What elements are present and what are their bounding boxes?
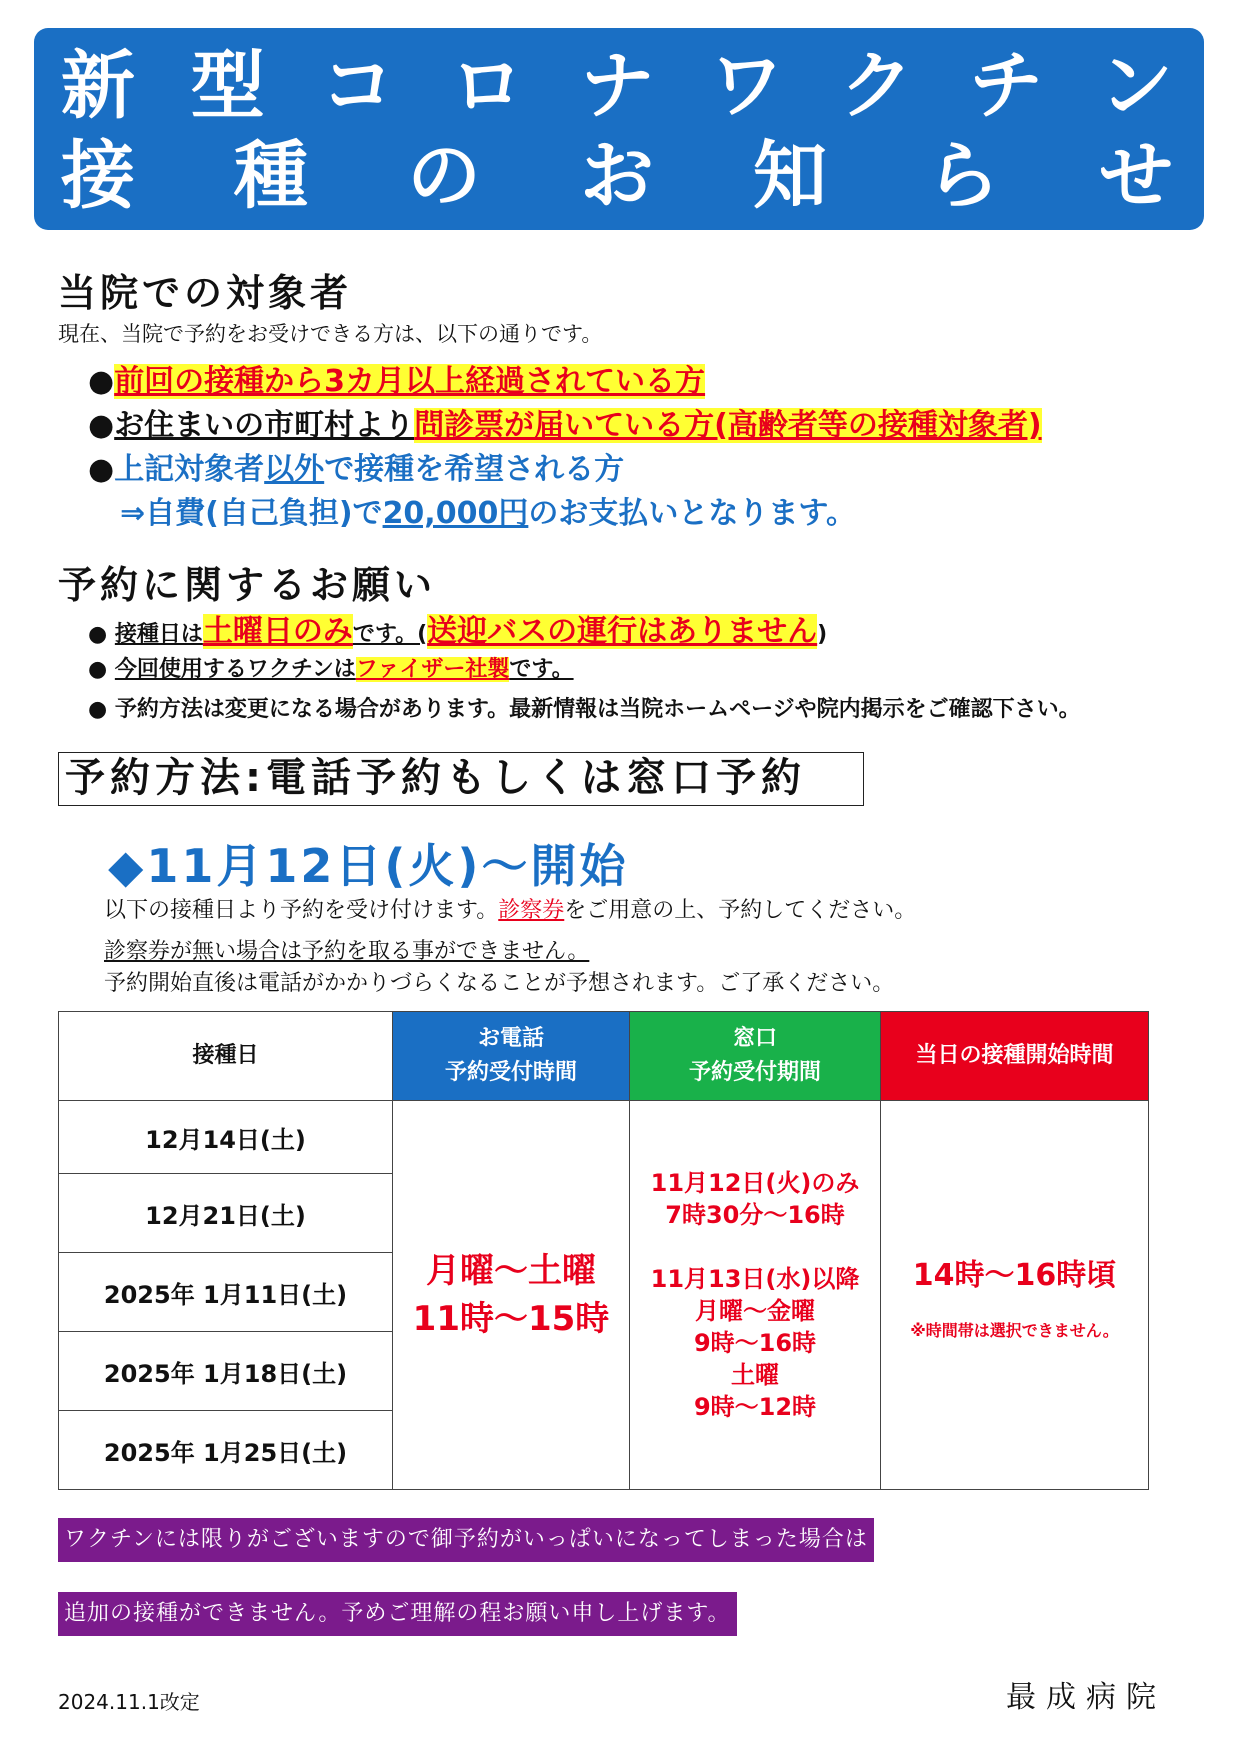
banner-char: 種 — [234, 133, 308, 219]
date-cell: 2025年 1月18日(土) — [59, 1332, 393, 1411]
banner-char: ら — [926, 133, 1000, 219]
date-cell: 2025年 1月25日(土) — [59, 1411, 393, 1490]
date-cell: 12月21日(土) — [59, 1174, 393, 1253]
date-cell: 12月14日(土) — [59, 1101, 393, 1174]
phone-hours: 11時〜15時 — [412, 1299, 610, 1339]
target-bullet-3: ●上記対象者以外で接種を希望される方 — [88, 452, 625, 487]
request-1-a: 接種日は — [114, 622, 203, 647]
banner-char: ロ — [450, 43, 525, 129]
target-bullet-2-text-a: お住まいの市町村より — [114, 408, 415, 443]
target-bullet-1-text: 前回の接種から3カ月以上経過されている方 — [114, 364, 706, 399]
method-note-1-card: 診察券 — [498, 898, 565, 923]
header-start-time: 当日の接種開始時間 — [881, 1012, 1149, 1101]
target-bullet-3-text-b: 以外 — [264, 452, 325, 487]
self-pay-price: 20,000円 — [382, 496, 529, 531]
banner-char: 知 — [753, 133, 827, 219]
method-note-3: 予約開始直後は電話がかかりづらくなることが予想されます。ご了承ください。 — [104, 971, 895, 996]
request-2-c: です。 — [509, 657, 574, 682]
window-line: 9時〜12時 — [693, 1393, 817, 1421]
banner-char: お — [580, 133, 654, 219]
header-window-1: 窓口 — [732, 1026, 777, 1051]
requests-heading: 予約に関するお願い — [58, 563, 437, 607]
target-bullet-1: ●前回の接種から3カ月以上経過されている方 — [88, 364, 706, 399]
revision-date: 2024.11.1改定 — [58, 1690, 200, 1714]
banner-char: ナ — [580, 43, 654, 129]
window-line: 11月12日(火)のみ — [650, 1169, 860, 1197]
phone-hours-cell — [393, 1101, 630, 1490]
start-time-main: 14時〜16時頃 — [912, 1257, 1117, 1293]
request-3-text: 予約方法は変更になる場合があります。最新情報は当院ホームページや院内掲示をご確認下さい。 — [114, 697, 1081, 722]
request-2-a: 今回使用するワクチンは — [114, 657, 356, 682]
header-date: 接種日 — [59, 1012, 393, 1101]
banner-char: 型 — [190, 43, 265, 129]
phone-days: 月曜〜土曜 — [426, 1251, 596, 1291]
self-pay-text-c: のお支払いとなります。 — [528, 496, 856, 531]
banner-char: 接 — [61, 133, 135, 219]
window-line: 11月13日(水)以降 — [650, 1265, 860, 1293]
banner-char: ワ — [709, 43, 784, 129]
target-intro: 現在、当院で予約をお受けできる方は、以下の通りです。 — [58, 322, 603, 346]
target-heading: 当院での対象者 — [58, 271, 353, 315]
request-1-d: 送迎バスの運行はありません — [427, 614, 818, 649]
target-bullet-2: ●お住まいの市町村より問診票が届いている方(高齢者等の接種対象者) — [88, 408, 1042, 443]
banner-char: せ — [1099, 133, 1173, 219]
method-note-1-a: 以下の接種日より予約を受け付けます。 — [104, 898, 499, 923]
method-box: 予約方法:電話予約もしくは窓口予約 — [58, 752, 864, 806]
method-note-1-c: をご用意の上、予約してください。 — [564, 898, 917, 923]
hospital-name: 最成病院 — [1006, 1680, 1166, 1715]
table-header-row — [59, 1012, 1149, 1101]
request-1-b: 土曜日のみ — [202, 614, 353, 649]
window-line: 月曜〜金曜 — [695, 1297, 815, 1325]
request-bullet-1: ● 接種日は土曜日のみです。(送迎バスの運行はありません) — [88, 614, 828, 649]
start-time-note: ※時間帯は選択できません。 — [910, 1320, 1119, 1340]
banner-char: 新 — [61, 43, 135, 129]
target-bullet-2-text-b: 問診票が届いている方(高齢者等の接種対象者) — [414, 408, 1042, 443]
start-time-cell — [881, 1101, 1149, 1490]
banner-char: の — [407, 133, 481, 219]
banner-char: コ — [320, 43, 395, 129]
request-bullet-3: ● 予約方法は変更になる場合があります。最新情報は当院ホームページや院内掲示をご確認下さい。 — [88, 697, 1081, 722]
window-line: 9時〜16時 — [693, 1329, 817, 1357]
banner-char: ン — [1099, 43, 1173, 129]
start-date: ◆11月12日(火)〜開始 — [108, 839, 629, 893]
banner-char: チ — [969, 43, 1044, 129]
banner-line-1 — [54, 42, 1180, 132]
table-row — [59, 1101, 1149, 1174]
request-2-b: ファイザー社製 — [355, 657, 510, 682]
title-banner — [34, 28, 1204, 230]
header-window — [630, 1012, 881, 1101]
date-cell: 2025年 1月11日(土) — [59, 1253, 393, 1332]
window-line: 土曜 — [731, 1361, 779, 1389]
header-window-2: 予約受付期間 — [688, 1060, 821, 1085]
request-1-c: です。( — [352, 622, 428, 647]
notice-line-1: ワクチンには限りがございますので御予約がいっぱいになってしまった場合は — [58, 1518, 874, 1562]
header-phone-2: 予約受付時間 — [444, 1060, 577, 1085]
header-phone-1: お電話 — [477, 1026, 544, 1051]
header-phone — [393, 1012, 630, 1101]
notice-line-2: 追加の接種ができません。予めご理解の程お願い申し上げます。 — [58, 1592, 737, 1636]
request-1-e: ) — [817, 622, 828, 647]
method-note-1 — [104, 893, 916, 924]
window-line: 7時30分〜16時 — [665, 1201, 845, 1229]
method-note-2: 診察券が無い場合は予約を取る事ができません。 — [104, 939, 590, 964]
self-pay-text-a: ⇒自費(自己負担)で — [120, 496, 383, 531]
banner-char: ク — [839, 43, 914, 129]
schedule-table — [58, 1011, 1149, 1490]
target-bullet-3-text-c: で接種を希望される方 — [324, 452, 625, 487]
banner-line-2 — [54, 132, 1180, 222]
window-period-cell — [630, 1101, 881, 1490]
target-self-pay — [120, 488, 856, 532]
request-bullet-2: ● 今回使用するワクチンはファイザー社製です。 — [88, 657, 574, 682]
target-bullet-3-text-a: 上記対象者 — [114, 452, 265, 487]
